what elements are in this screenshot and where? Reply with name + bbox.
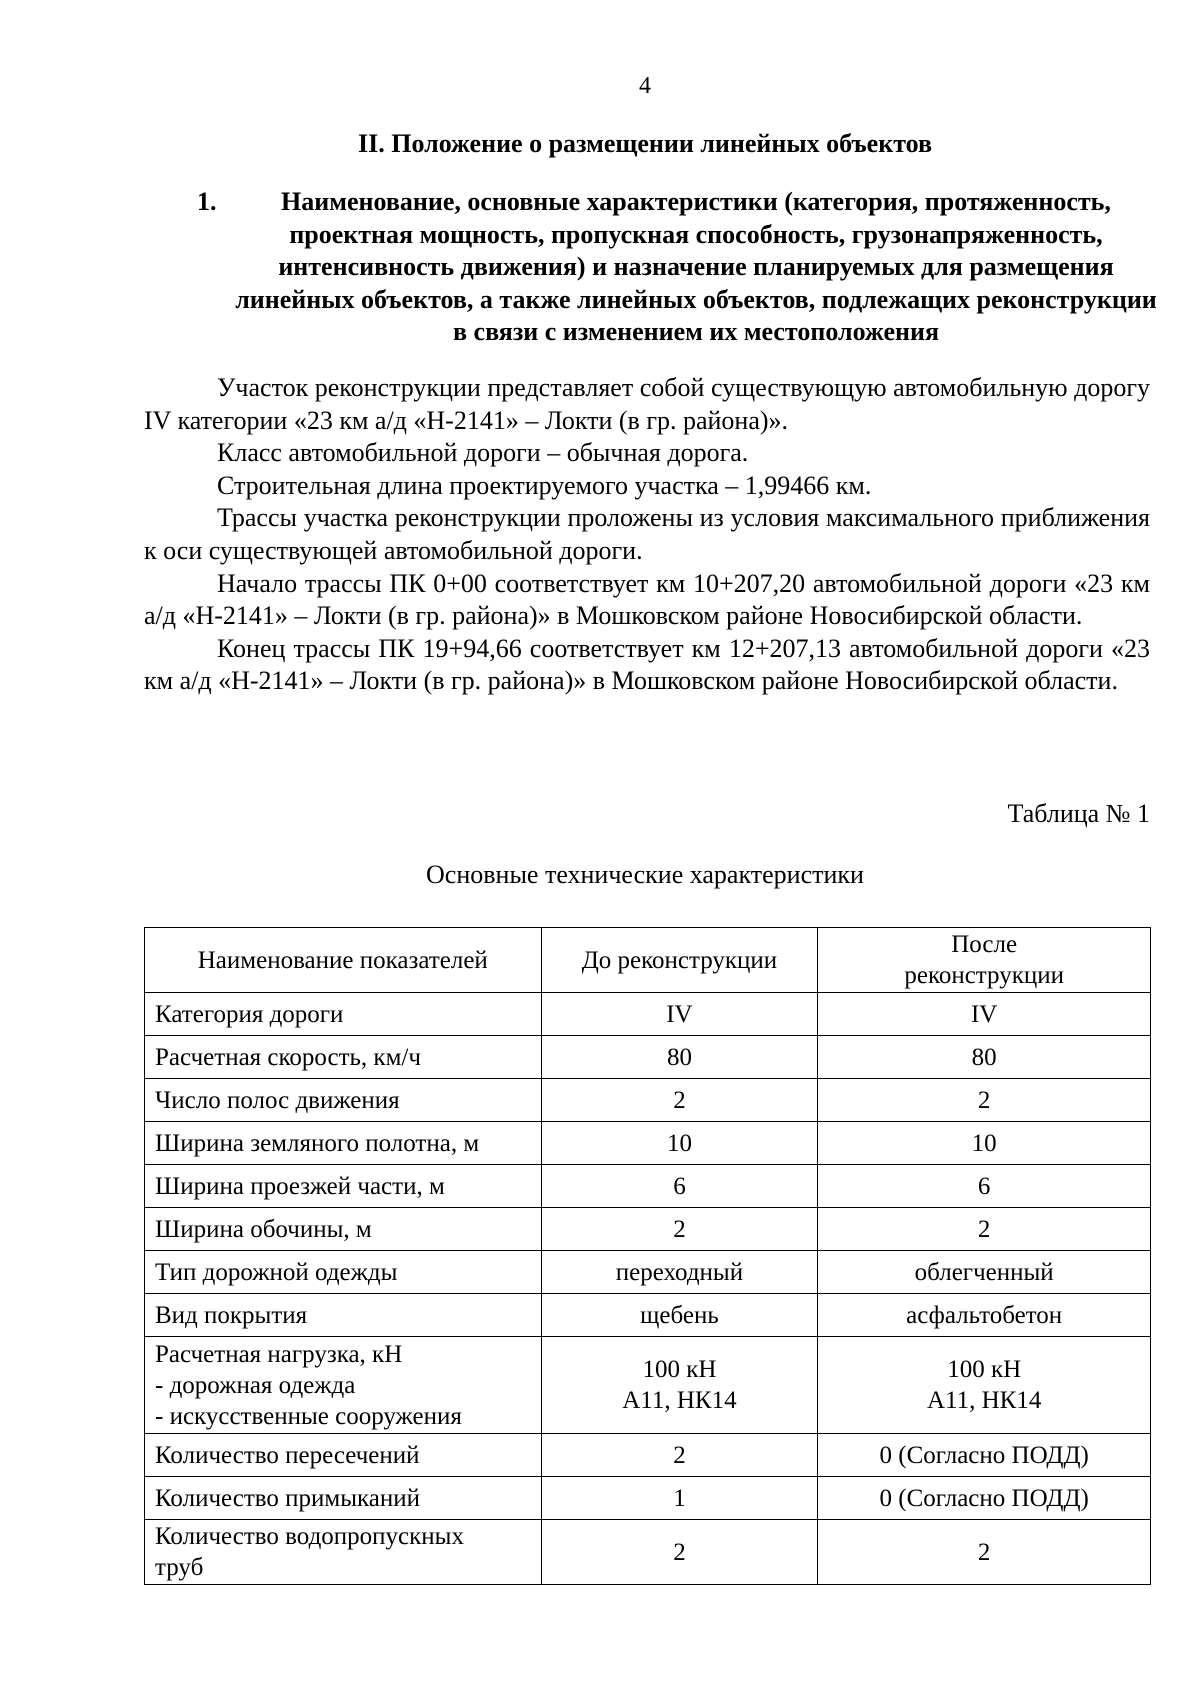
table-row — [145, 1122, 1151, 1165]
row-name: Тип дорожной одежды — [145, 1251, 542, 1294]
table-row-load — [145, 1337, 1151, 1434]
row-name: Количество примыканий — [145, 1477, 542, 1520]
specs-table — [144, 927, 1151, 1585]
subsection-title: Наименование, основные характеристики (категория, протяженность, проектная мощность, пропускная способность, грузонапряженность, интенсивность движения) и назначение планируемых для размещения линейных объектов, а также линейных объектов, подлежащих реконструкции в связи с изменением их местоположения — [235, 187, 1157, 346]
row-after: 80 — [818, 1036, 1151, 1079]
row-name: Ширина проезжей части, м — [145, 1165, 542, 1208]
load-name-line1: Расчетная нагрузка, кН — [155, 1340, 403, 1368]
row-name: Вид покрытия — [145, 1294, 542, 1337]
paragraph-route-start: Начало трассы ПК 0+00 соответствует км 10+207,20 автомобильной дороги «23 км а/д «Н-2141» – Локти (в гр. района)» в Мошковском районе Новосибирской области. — [144, 568, 1150, 631]
header-before: До реконструкции — [541, 928, 818, 993]
row-after: 10 — [818, 1122, 1151, 1165]
row-before: 2 — [541, 1434, 818, 1477]
row-name: Ширина земляного полотна, м — [145, 1122, 542, 1165]
table-caption: Основные технические характеристики — [426, 860, 864, 889]
subsection-number: 1. — [197, 187, 217, 216]
row-before: 6 — [541, 1165, 818, 1208]
page-number: 4 — [639, 73, 651, 99]
load-name-line3: - искусственные сооружения — [155, 1402, 462, 1430]
row-name — [145, 1337, 542, 1434]
row-after: 2 — [818, 1079, 1151, 1122]
row-after: 0 (Согласно ПОДД) — [818, 1434, 1151, 1477]
header-name: Наименование показателей — [145, 928, 542, 993]
table-row — [145, 1251, 1151, 1294]
section-title: II. Положение о размещении линейных объектов — [357, 129, 933, 158]
table-row-pipes — [145, 1520, 1151, 1585]
row-name: Ширина обочины, м — [145, 1208, 542, 1251]
pipes-name-line2: труб — [155, 1554, 204, 1581]
row-name: Расчетная скорость, км/ч — [145, 1036, 542, 1079]
header-after-line2: реконструкции — [904, 962, 1064, 989]
load-before-line2: А11, НК14 — [622, 1387, 737, 1414]
table-header-row — [145, 928, 1151, 993]
row-before: IV — [541, 993, 818, 1036]
row-after: облегченный — [818, 1251, 1151, 1294]
row-before: 2 — [541, 1520, 818, 1585]
row-after: 2 — [818, 1520, 1151, 1585]
row-after: асфальтобетон — [818, 1294, 1151, 1337]
row-before — [541, 1337, 818, 1434]
paragraph-road-class: Класс автомобильной дороги – обычная дорога. — [217, 438, 749, 468]
table-row — [145, 1477, 1151, 1520]
row-after: IV — [818, 993, 1151, 1036]
row-before: 10 — [541, 1122, 818, 1165]
paragraph-route-alignment: Трассы участка реконструкции проложены из условия максимального приближения к оси существующей автомобильной дороги. — [144, 503, 1150, 565]
load-after-line2: А11, НК14 — [926, 1387, 1042, 1414]
paragraph-route-end: Конец трассы ПК 19+94,66 соответствует км 12+207,13 автомобильной дороги «23 км а/д «Н-2141» – Локти (в гр. района)» в Мошковском районе Новосибирской области. — [144, 633, 1150, 696]
paragraph-reconstruction-site: Участок реконструкции представляет собой существующую автомобильную дорогу IV категории «23 км а/д «Н-2141» – Локти (в гр. района)». — [144, 373, 1150, 435]
load-name-line2: - дорожная одежда — [155, 1371, 356, 1399]
row-after: 6 — [818, 1165, 1151, 1208]
table-row — [145, 1294, 1151, 1337]
row-after: 2 — [818, 1208, 1151, 1251]
row-name: Категория дороги — [145, 993, 542, 1036]
table-row — [145, 1434, 1151, 1477]
header-after-line1: После — [951, 931, 1018, 958]
table-row — [145, 1079, 1151, 1122]
row-before: переходный — [541, 1251, 818, 1294]
row-before: 2 — [541, 1079, 818, 1122]
load-before-line1: 100 кН — [642, 1356, 717, 1383]
table-row — [145, 993, 1151, 1036]
table-row — [145, 1208, 1151, 1251]
pipes-name-line1: Количество водопропускных — [155, 1523, 464, 1550]
row-after — [818, 1337, 1151, 1434]
row-after: 0 (Согласно ПОДД) — [818, 1477, 1151, 1520]
load-after-line1: 100 кН — [947, 1356, 1022, 1383]
row-name — [145, 1520, 542, 1585]
subsection-heading — [197, 186, 1157, 349]
row-name: Количество пересечений — [145, 1434, 542, 1477]
row-before: 2 — [541, 1208, 818, 1251]
table-label: Таблица № 1 — [1007, 799, 1150, 828]
table-row — [145, 1165, 1151, 1208]
row-before: щебень — [541, 1294, 818, 1337]
row-name: Число полос движения — [145, 1079, 542, 1122]
body-text — [144, 372, 1150, 698]
paragraph-construction-length: Строительная длина проектируемого участка – 1,99466 км. — [217, 470, 872, 500]
row-before: 80 — [541, 1036, 818, 1079]
table-row — [145, 1036, 1151, 1079]
row-before: 1 — [541, 1477, 818, 1520]
header-after — [818, 928, 1151, 993]
